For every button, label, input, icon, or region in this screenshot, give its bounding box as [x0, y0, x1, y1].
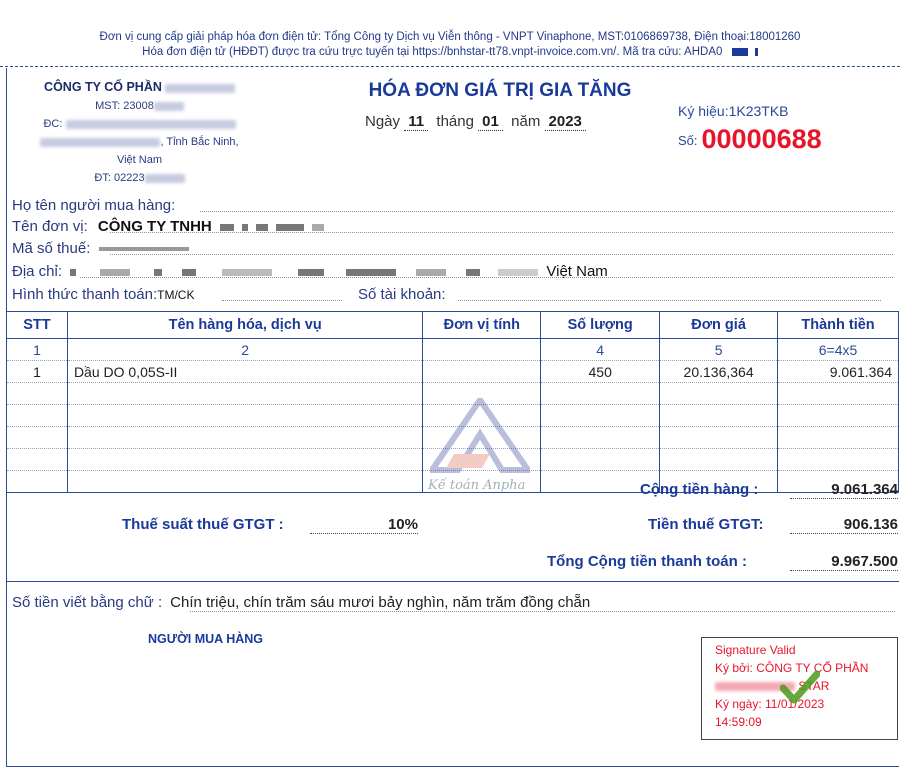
month-label: tháng	[436, 113, 474, 130]
redacted	[276, 224, 304, 231]
redacted	[40, 138, 160, 147]
month-value: 01	[478, 113, 503, 131]
index-cell: 4	[541, 339, 660, 361]
seller-block	[12, 78, 267, 187]
col-qty: Số lượng	[541, 312, 660, 339]
buyer-signature-label: NGƯỜI MUA HÀNG	[148, 632, 264, 646]
subtotal-label: Cộng tiền hàng :	[640, 481, 759, 498]
seller-address-tail: , Tỉnh Bắc Ninh,	[160, 136, 239, 148]
dotted-line	[222, 300, 342, 301]
seller-address-label: ĐC:	[43, 118, 63, 130]
table-row	[7, 361, 899, 383]
dotted-line	[110, 254, 893, 255]
vat-rate-value: 10%	[310, 516, 418, 534]
provider-header	[0, 30, 900, 60]
buyer-payment-row	[12, 286, 194, 303]
redacted	[145, 174, 185, 183]
total-value: 9.967.500	[790, 553, 898, 571]
invoice-title: HÓA ĐƠN GIÁ TRỊ GIA TĂNG	[368, 80, 632, 101]
redacted	[154, 102, 184, 111]
account-label: Số tài khoản:	[358, 286, 446, 303]
column-index-row	[7, 339, 899, 361]
buyer-company-row	[12, 218, 328, 235]
buyer-address-tail: Việt Nam	[546, 263, 608, 280]
invoice-number-label: Số:	[678, 133, 698, 148]
invoice-number: 00000688	[701, 124, 822, 154]
buyer-name-row	[12, 197, 175, 214]
vat-value: 906.136	[790, 516, 898, 534]
col-stt: STT	[7, 312, 68, 339]
year-label: năm	[511, 113, 541, 130]
day-label: Ngày	[365, 113, 401, 130]
buyer-company-value: CÔNG TY TNHH	[97, 218, 212, 235]
redacted	[99, 247, 189, 251]
seller-country: Việt Nam	[116, 154, 163, 166]
seller-tax-code: MST: 23008	[95, 100, 154, 112]
payment-value: TM/CK	[157, 288, 195, 302]
redacted	[416, 269, 446, 276]
index-cell: 1	[7, 339, 68, 361]
words-label: Số tiền viết bằng chữ :	[12, 594, 163, 611]
anpha-logo-watermark	[430, 398, 530, 476]
redacted	[346, 269, 396, 276]
watermark-text: Kế toán Anpha	[428, 478, 526, 493]
redacted	[298, 269, 324, 276]
col-amount: Thành tiền	[778, 312, 899, 339]
provider-line: Đơn vị cung cấp giải pháp hóa đơn điện tử: Tổng Công ty Dịch vụ Viễn thông - VNPT Vinaphone, MST:0106869738, Điện thoại:18001260	[99, 31, 801, 43]
dotted-line	[110, 232, 893, 233]
redacted	[154, 269, 162, 276]
invoice-symbol: Ký hiệu:1K23TKB	[678, 103, 789, 119]
signature-status: Signature Valid	[715, 643, 796, 657]
buyer-address-label: Địa chỉ:	[12, 263, 63, 280]
row-unit	[423, 361, 541, 383]
redacted	[165, 84, 235, 93]
day-value: 11	[404, 113, 428, 131]
header-divider	[0, 66, 900, 67]
vat-rate-label: Thuế suất thuế GTGT :	[122, 516, 284, 533]
table-header-row	[7, 312, 899, 339]
redacted	[312, 224, 324, 231]
redacted	[256, 224, 268, 231]
dotted-line	[190, 611, 895, 612]
buyer-name-label: Họ tên người mua hàng:	[12, 197, 176, 214]
row-amount: 9.061.364	[778, 361, 899, 383]
signature-time: 14:59:09	[715, 715, 762, 729]
invoice-number-row	[678, 124, 822, 155]
buyer-address-row	[12, 263, 892, 280]
buyer-tax-label: Mã số thuế:	[12, 240, 91, 257]
col-price: Đơn giá	[660, 312, 778, 339]
lookup-line: Hóa đơn điện tử (HĐĐT) được tra cứu trực tuyến tại https://bnhstar-tt78.vnpt-invoice.com.vn/. Mã tra cứu: AHDA0	[0, 45, 900, 60]
col-name: Tên hàng hóa, dịch vụ	[67, 312, 422, 339]
row-stt: 1	[7, 361, 68, 383]
buyer-company-label: Tên đơn vị:	[12, 218, 88, 235]
redacted	[182, 269, 196, 276]
row-qty: 450	[541, 361, 660, 383]
index-cell: 2	[67, 339, 422, 361]
buyer-tax-row	[12, 240, 193, 257]
index-cell: 5	[660, 339, 778, 361]
words-value: Chín triệu, chín trăm sáu mươi bảy nghìn, năm trăm đồng chẵn	[170, 594, 591, 611]
buyer-account-row	[358, 286, 446, 303]
redacted	[66, 120, 236, 129]
redacted	[70, 269, 76, 276]
redacted	[220, 224, 234, 231]
redacted	[222, 269, 272, 276]
signature-signed-by: Ký bởi: CÔNG TY CỔ PHẦN	[715, 661, 869, 675]
row-price: 20.136,364	[660, 361, 778, 383]
masked-code-end	[755, 48, 758, 56]
dotted-line	[80, 277, 893, 278]
total-label: Tổng Cộng tiền thanh toán :	[547, 553, 747, 570]
redacted	[242, 224, 248, 231]
totals-divider	[6, 581, 899, 582]
dotted-line	[458, 300, 881, 301]
invoice-date	[365, 113, 586, 130]
signature-signer-tail: STAR	[798, 679, 830, 693]
redacted	[466, 269, 480, 276]
index-cell	[423, 339, 541, 361]
digital-signature-box	[701, 637, 898, 740]
amount-in-words	[12, 594, 590, 611]
row-name: Dầu DO 0,05S-II	[67, 361, 422, 383]
year-value: 2023	[545, 113, 586, 131]
payment-label: Hình thức thanh toán:	[12, 286, 158, 303]
subtotal-value: 9.061.364	[790, 481, 898, 499]
vat-label: Tiền thuế GTGT:	[648, 516, 764, 533]
redacted	[498, 269, 538, 276]
col-unit: Đơn vị tính	[423, 312, 541, 339]
dotted-line	[200, 211, 893, 212]
checkmark-icon	[780, 670, 820, 704]
index-cell: 6=4x5	[778, 339, 899, 361]
seller-phone: ĐT: 02223	[94, 172, 145, 184]
masked-code	[732, 48, 748, 56]
redacted	[100, 269, 130, 276]
seller-name: CÔNG TY CỔ PHẦN	[44, 80, 162, 94]
signature-date: Ký ngày: 11/01/2023	[715, 697, 825, 711]
